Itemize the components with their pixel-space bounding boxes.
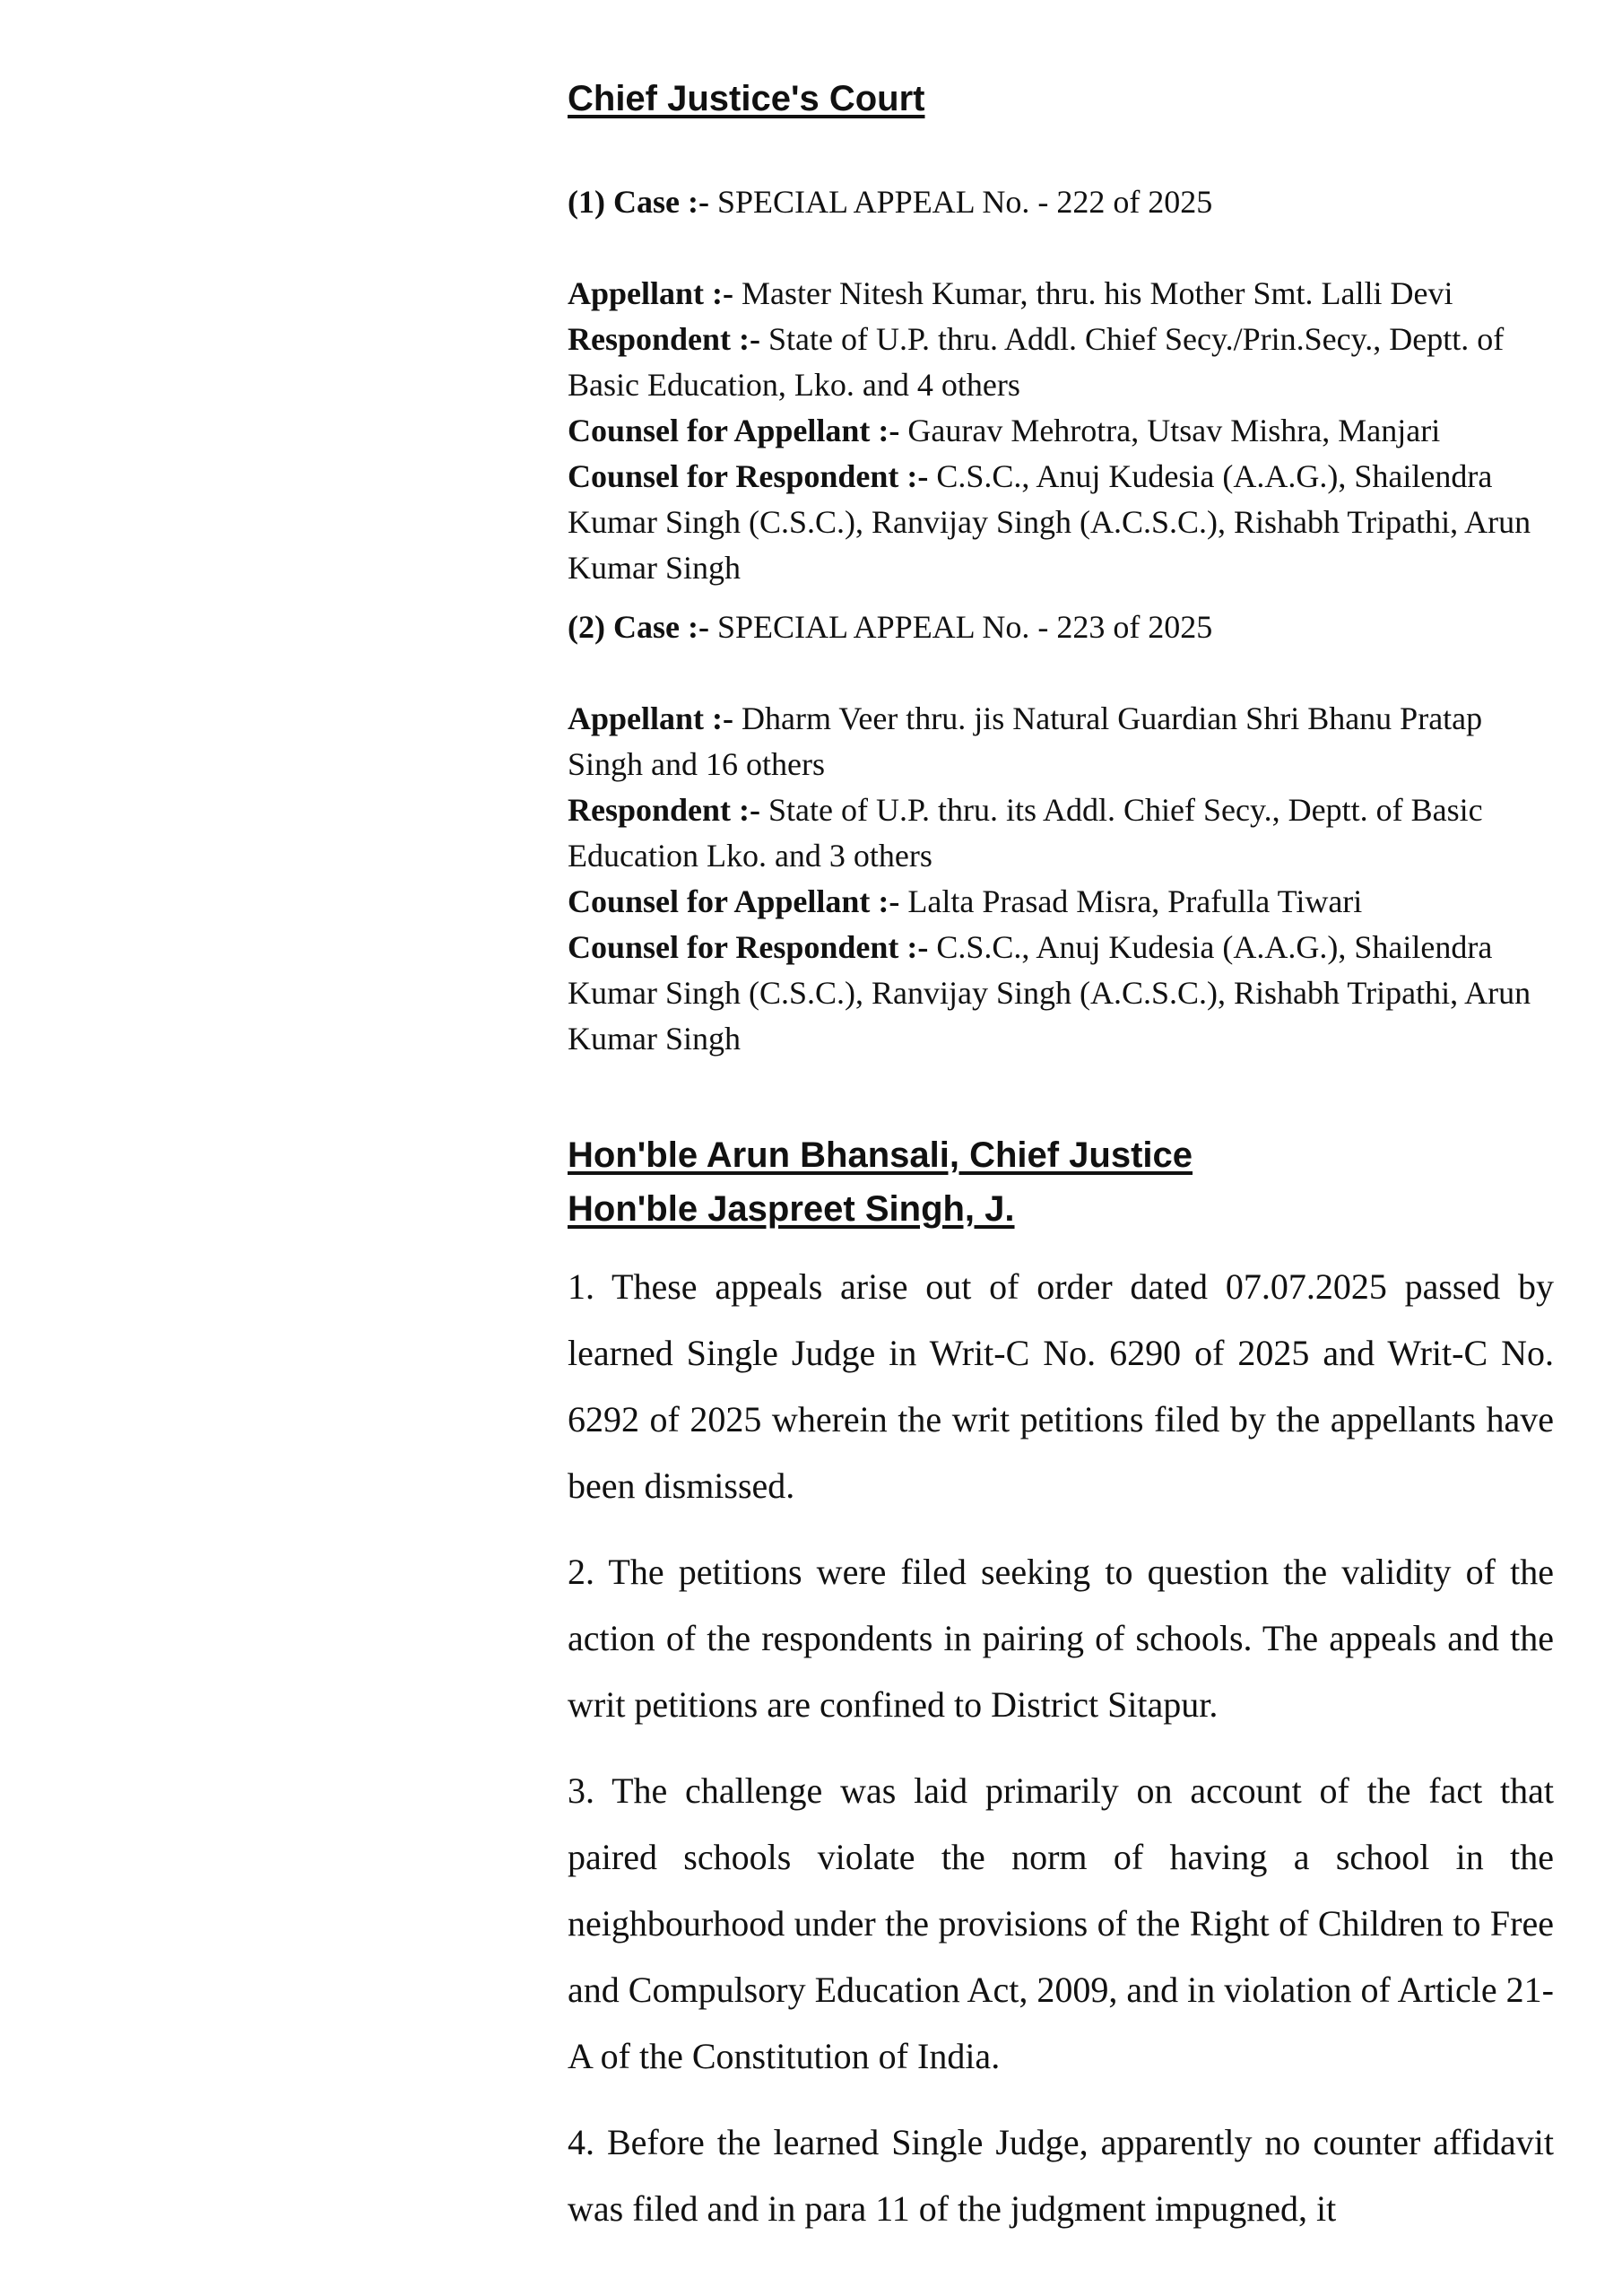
judge-puisne: Hon'ble Jaspreet Singh, J.	[568, 1189, 1015, 1229]
counsel-respondent-value: C.S.C., Anuj Kudesia (A.A.G.), Shailendra Kumar Singh (C.S.C.), Ranvijay Singh (A.C.S.C.), Rishabh Tripathi, Arun Kumar Singh	[568, 929, 1531, 1057]
counsel-appellant	[568, 408, 1554, 454]
counsel-respondent-label: Counsel for Respondent :-	[568, 458, 929, 494]
counsel-appellant-value: Gaurav Mehrotra, Utsav Mishra, Manjari	[907, 413, 1441, 448]
case-number: SPECIAL APPEAL No. - 222 of 2025	[716, 184, 1213, 220]
counsel-appellant-label: Counsel for Appellant :-	[568, 413, 900, 448]
judgment-body	[568, 1254, 1554, 2262]
respondent	[568, 317, 1554, 408]
counsel-respondent	[568, 454, 1554, 591]
appellant-label: Appellant :-	[568, 700, 734, 736]
appellant-label: Appellant :-	[568, 275, 734, 311]
counsel-respondent-value: C.S.C., Anuj Kudesia (A.A.G.), Shailendra Kumar Singh (C.S.C.), Ranvijay Singh (A.C.S.C.), Rishabh Tripathi, Arun Kumar Singh	[568, 458, 1531, 586]
case-number-line	[568, 604, 1554, 650]
case-block-1	[568, 179, 1554, 591]
respondent-value: State of U.P. thru. Addl. Chief Secy./Prin.Secy., Deptt. of Basic Education, Lko. and 4 others	[568, 321, 1505, 403]
respondent-label: Respondent :-	[568, 321, 761, 357]
case-number: SPECIAL APPEAL No. - 223 of 2025	[716, 609, 1213, 645]
paragraph-1: 1. These appeals arise out of order dated 07.07.2025 passed by learned Single Judge in Writ-C No. 6290 of 2025 and Writ-C No. 6292 of 2025 wherein the writ petitions filed by the appellants have been dismissed.	[568, 1266, 1554, 1506]
case-label: (1) Case :-	[568, 184, 709, 220]
counsel-appellant-label: Counsel for Appellant :-	[568, 883, 900, 919]
respondent	[568, 787, 1554, 879]
counsel-respondent-label: Counsel for Respondent :-	[568, 929, 929, 965]
appellant	[568, 696, 1554, 787]
respondent-value: State of U.P. thru. its Addl. Chief Secy., Deptt. of Basic Education Lko. and 3 others	[568, 792, 1483, 874]
bench	[568, 1128, 1193, 1236]
court-title: Chief Justice's Court	[568, 79, 925, 118]
case-block-2	[568, 604, 1554, 1062]
counsel-appellant-value: Lalta Prasad Misra, Prafulla Tiwari	[907, 883, 1363, 919]
case-label: (2) Case :-	[568, 609, 709, 645]
judge-chief-justice: Hon'ble Arun Bhansali, Chief Justice	[568, 1135, 1193, 1175]
paragraph-2: 2. The petitions were filed seeking to question the validity of the action of the respondents in pairing of schools. The appeals and the writ petitions are confined to District Sitapur.	[568, 1552, 1554, 1725]
appellant-value: Dharm Veer thru. jis Natural Guardian Shri Bhanu Pratap Singh and 16 others	[568, 700, 1483, 782]
paragraph-3: 3. The challenge was laid primarily on account of the fact that paired schools violate the norm of having a school in the neighbourhood under the provisions of the Right of Children to Free and Compulsory Education Act, 2009, and in violation of Article 21-A of the Constitution of India.	[568, 1770, 1554, 2076]
counsel-respondent	[568, 925, 1554, 1062]
respondent-label: Respondent :-	[568, 792, 761, 828]
parties	[568, 271, 1554, 591]
appellant	[568, 271, 1554, 317]
paragraph-4: 4. Before the learned Single Judge, apparently no counter affidavit was filed and in para 11 of the judgment impugned, it	[568, 2122, 1554, 2229]
counsel-appellant	[568, 879, 1554, 925]
appellant-value: Master Nitesh Kumar, thru. his Mother Smt. Lalli Devi	[742, 275, 1453, 311]
case-number-line	[568, 179, 1554, 225]
parties	[568, 696, 1554, 1062]
